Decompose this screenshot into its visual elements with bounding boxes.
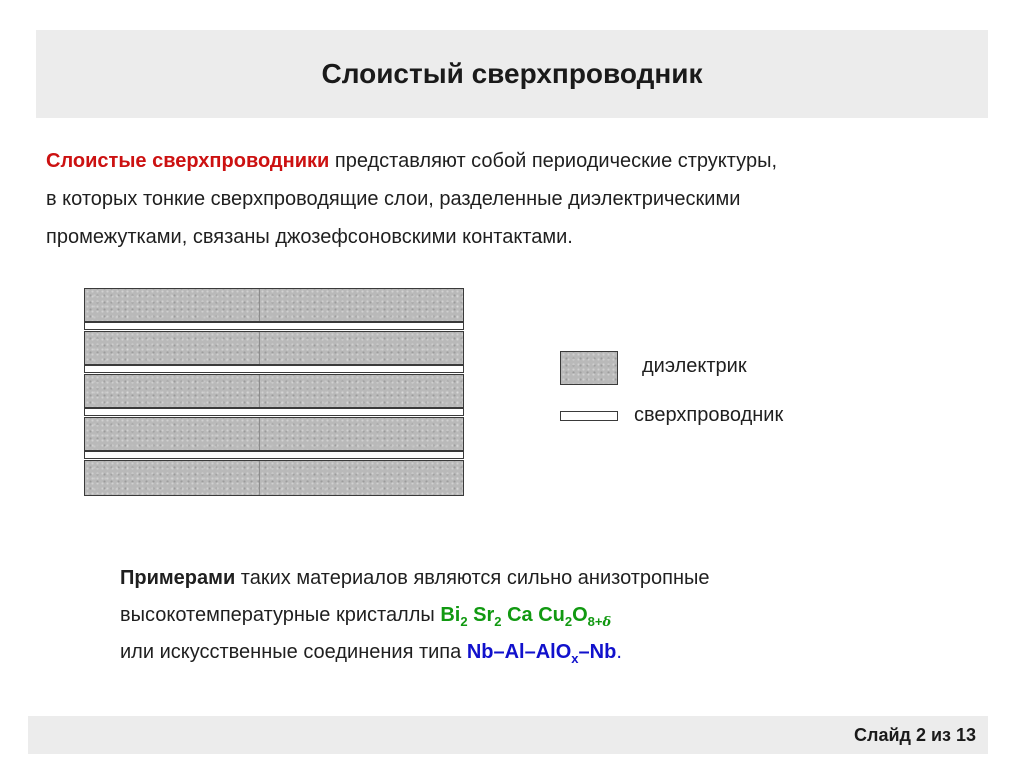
examples-lead: Примерами — [120, 567, 236, 589]
legend-superconductor-label: сверхпроводник — [634, 404, 784, 426]
legend-dielectric-label: диэлектрик — [642, 355, 747, 377]
examples-line3-end: . — [616, 641, 622, 663]
superconducting-layer — [84, 365, 464, 373]
superconducting-layer — [84, 322, 464, 330]
layer-divider — [259, 418, 260, 450]
legend-dielectric-swatch — [560, 351, 618, 385]
formula-nb-al-alox-nb: Nb–Al–AlO$_x$–Nb — [466, 641, 617, 666]
layer-divider — [259, 461, 260, 495]
formula-bscco: $Bi_2$ $Sr_2$ Ca $Cu_2O_{8+\delta}$ — [440, 604, 612, 630]
examples-line1: таких материалов являются сильно анизотропные — [235, 567, 710, 589]
superconducting-layer — [84, 451, 464, 459]
examples-paragraph — [120, 560, 980, 671]
layer-divider — [259, 332, 260, 364]
layered-structure-diagram — [84, 288, 464, 496]
intro-line3: промежутками, связаны джозефсоновскими контактами. — [46, 226, 573, 248]
superconducting-layer — [84, 408, 464, 416]
intro-highlight: Слоистые сверхпроводники — [46, 150, 330, 172]
legend-superconductor-swatch — [560, 411, 618, 421]
dielectric-layer — [84, 417, 464, 451]
slide-title: Слоистый сверхпроводник — [321, 58, 703, 89]
dielectric-layer — [84, 288, 464, 322]
dielectric-layer — [84, 374, 464, 408]
footer-bar — [28, 716, 988, 754]
layer-divider — [259, 375, 260, 407]
examples-line3-prefix: или искусственные соединения типа — [120, 641, 467, 663]
title-bar — [36, 30, 988, 118]
slide-counter: Слайд 2 из 13 — [854, 725, 976, 745]
dielectric-layer — [84, 460, 464, 496]
dielectric-layer — [84, 331, 464, 365]
intro-line1: представляют собой периодические структуры, — [329, 150, 777, 172]
intro-paragraph — [46, 142, 996, 256]
intro-line2: в которых тонкие сверхпроводящие слои, разделенные диэлектрическими — [46, 188, 741, 210]
layer-divider — [259, 289, 260, 321]
examples-line2-prefix: высокотемпературные кристаллы — [120, 604, 441, 626]
